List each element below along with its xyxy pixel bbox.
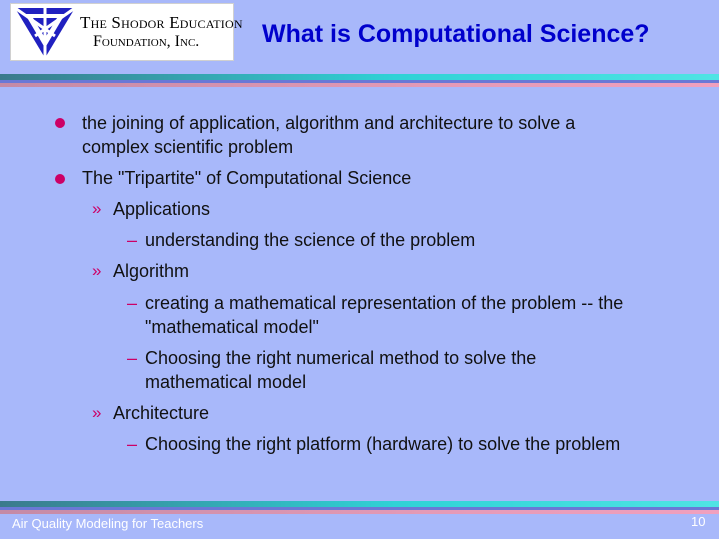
bullet-dot-icon (55, 174, 65, 184)
bullet-text: The "Tripartite" of Computational Science (82, 168, 412, 188)
slide-title: What is Computational Science? (262, 20, 650, 48)
logo-text-line1: The Shodor Education (80, 13, 243, 32)
footer-divider-pink (0, 510, 719, 514)
sub-bullet-text: Architecture (113, 403, 210, 423)
sub-sub-bullet-text: Choosing the right numerical method to solve the (145, 348, 537, 368)
sub-bullet-text: Applications (113, 199, 211, 219)
sub-sub-bullet-text: creating a mathematical representation of the problem -- the (145, 293, 624, 313)
shodor-triangle-logo-icon (13, 6, 77, 60)
sub-sub-bullet-dash-icon: – (127, 230, 138, 250)
sub-sub-bullet-text: mathematical model (145, 372, 307, 392)
bullet-text: complex scientific problem (82, 137, 294, 157)
header-divider-pink (0, 83, 719, 87)
sub-bullet-arrow-icon: » (92, 199, 102, 218)
sub-sub-bullet-dash-icon: – (127, 293, 138, 313)
sub-sub-bullet-text: "mathematical model" (145, 317, 319, 337)
sub-bullet-arrow-icon: » (92, 261, 102, 280)
page-number: 10 (691, 514, 706, 529)
footer-course-title: Air Quality Modeling for Teachers (12, 516, 204, 531)
sub-sub-bullet-text: Choosing the right platform (hardware) to solve the problem (145, 434, 621, 454)
logo-text-line2: Foundation, Inc. (93, 33, 200, 50)
sub-bullet-text: Algorithm (113, 261, 190, 281)
sub-bullet-arrow-icon: » (92, 403, 102, 422)
shodor-logo (10, 3, 243, 61)
bullet-dot-icon (55, 118, 65, 128)
sub-sub-bullet-dash-icon: – (127, 434, 138, 454)
sub-sub-bullet-text: understanding the science of the problem (145, 230, 476, 250)
sub-sub-bullet-dash-icon: – (127, 348, 138, 368)
bullet-text: the joining of application, algorithm and architecture to solve a (82, 113, 576, 133)
